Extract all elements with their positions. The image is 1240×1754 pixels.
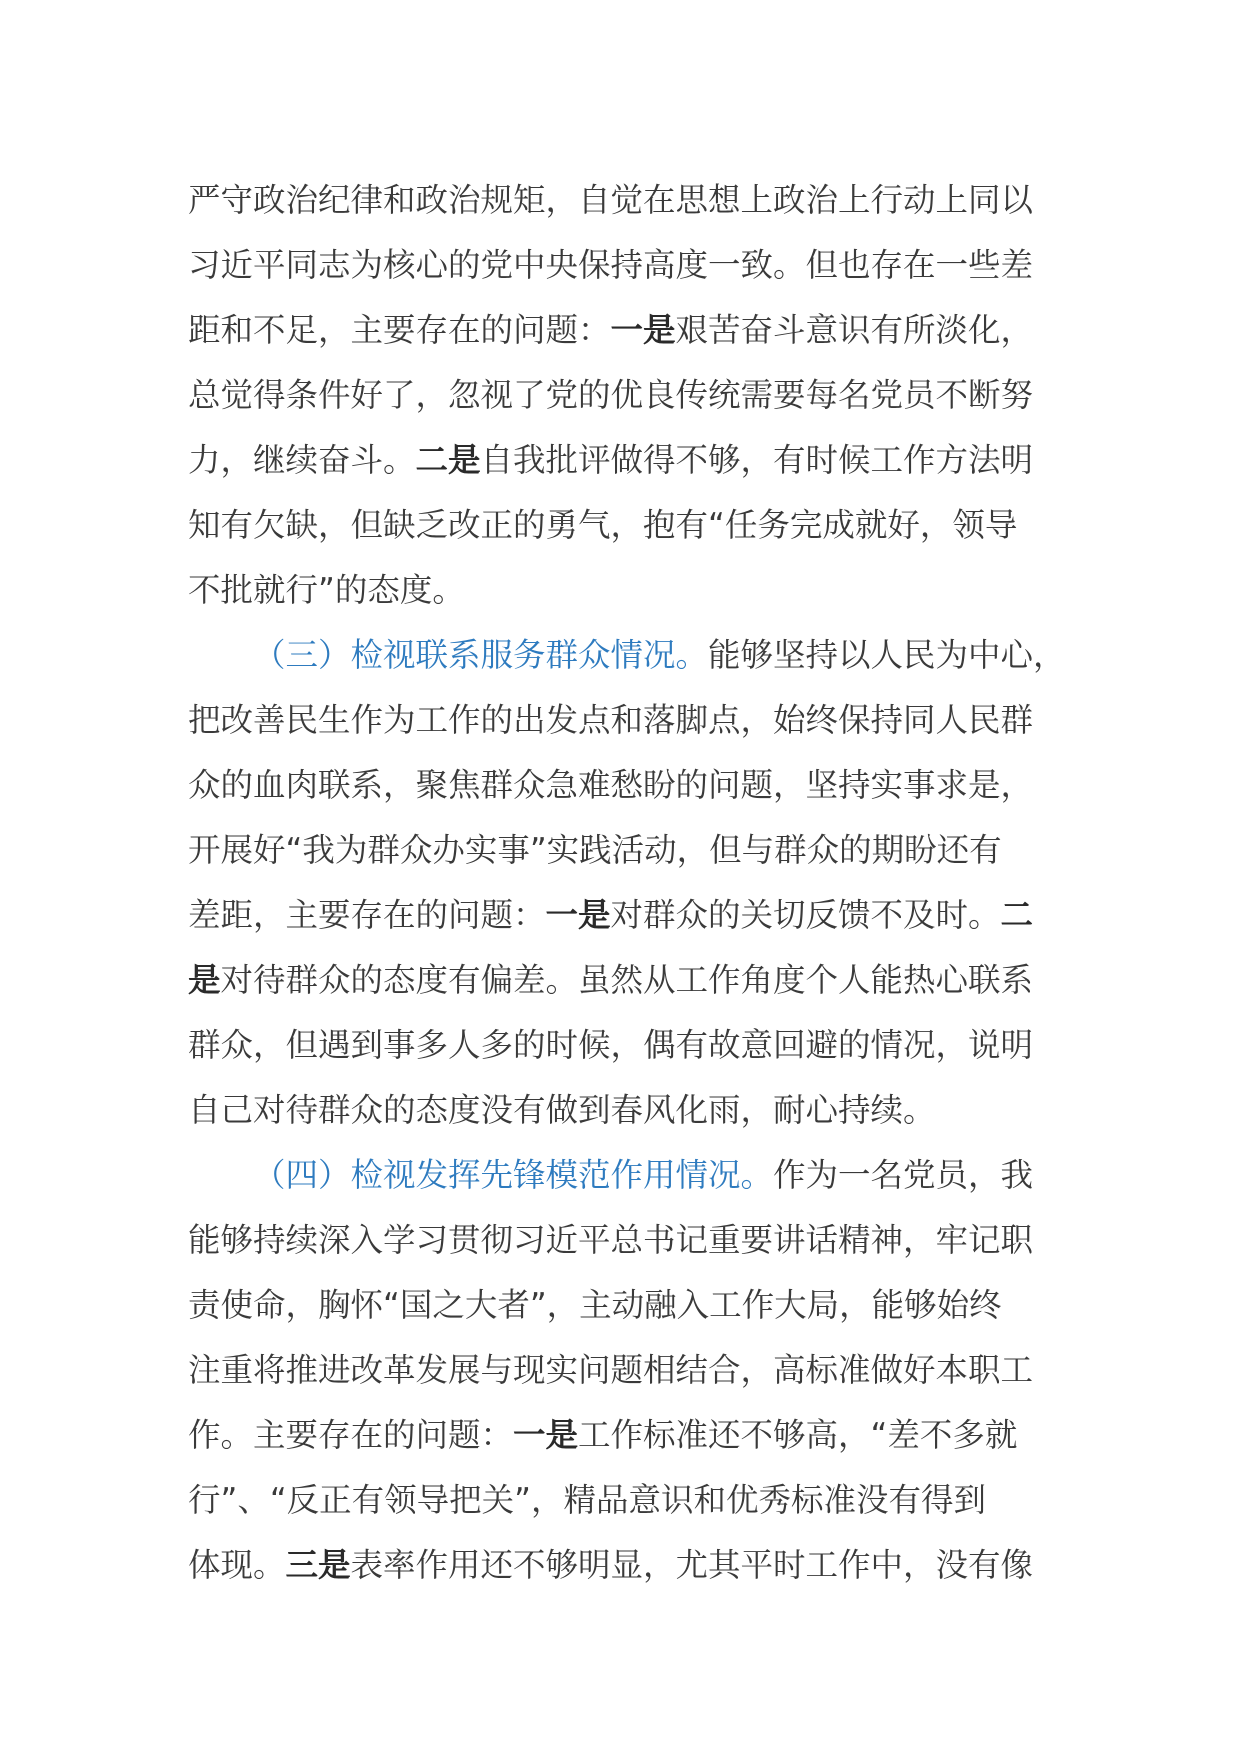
body-text: 对待群众的态度有偏差。虽然从工作角度个人能热心联系	[220, 961, 1034, 999]
text-line	[188, 948, 1068, 1013]
body-text: 把改善民生作为工作的出发点和落脚点，始终保持同人民群	[188, 701, 1034, 739]
body-text: 知有欠缺，但缺乏改正的勇气，抱有“任务完成就好，领导	[188, 506, 1018, 544]
body-text: 责使命，胸怀“国之大者”，主动融入工作大局，能够始终	[188, 1286, 1002, 1324]
text-line	[188, 818, 1068, 883]
section-heading: （四）检视发挥先锋模范作用情况。	[253, 1156, 774, 1194]
text-line	[188, 1338, 1068, 1403]
body-text: 众的血肉联系，聚焦群众急难愁盼的问题，坚持实事求是，	[188, 766, 1034, 804]
body-text: 作为一名党员，我	[773, 1156, 1034, 1194]
text-line	[188, 233, 1068, 298]
text-line	[188, 1013, 1068, 1078]
body-text: 严守政治纪律和政治规矩，自觉在思想上政治上行动上同以	[188, 181, 1034, 219]
body-text: 表率作用还不够明显，尤其平时工作中，没有像	[350, 1546, 1034, 1584]
text-line	[188, 753, 1068, 818]
text-line	[188, 1078, 1068, 1143]
enumeration-marker: 一是	[545, 896, 611, 934]
text-line	[188, 428, 1068, 493]
text-line	[188, 688, 1068, 753]
document-body	[188, 168, 1068, 1598]
text-line	[188, 1208, 1068, 1273]
enumeration-marker: 二是	[415, 441, 481, 479]
enumeration-marker: 二	[1000, 896, 1034, 934]
body-text: 能够坚持以人民为中心，	[708, 636, 1066, 674]
text-line	[188, 1403, 1068, 1468]
body-text: 艰苦奋斗意识有所淡化，	[675, 311, 1034, 349]
enumeration-marker: 一是	[610, 311, 676, 349]
text-line	[188, 493, 1068, 558]
body-text: 行”、“反正有领导把关”，精品意识和优秀标准没有得到	[188, 1481, 987, 1519]
body-text: 群众，但遇到事多人多的时候，偶有故意回避的情况，说明	[188, 1026, 1034, 1064]
text-line	[188, 883, 1068, 948]
text-line	[188, 363, 1068, 428]
body-text: 力，继续奋斗。	[188, 441, 416, 479]
text-line	[188, 168, 1068, 233]
body-text: 总觉得条件好了，忽视了党的优良传统需要每名党员不断努	[188, 376, 1034, 414]
body-text: 对群众的关切反馈不及时。	[610, 896, 1001, 934]
enumeration-marker: 三是	[285, 1546, 351, 1584]
text-line	[188, 1468, 1068, 1533]
body-text: 不批就行”的态度。	[188, 571, 465, 609]
body-text: 开展好“我为群众办实事”实践活动，但与群众的期盼还有	[188, 831, 1002, 869]
text-line	[188, 298, 1068, 363]
body-text: 注重将推进改革发展与现实问题相结合，高标准做好本职工	[188, 1351, 1034, 1389]
body-text: 工作标准还不够高，“差不多就	[578, 1416, 1018, 1454]
body-text: 差距，主要存在的问题：	[188, 896, 546, 934]
section-heading: （三）检视联系服务群众情况。	[253, 636, 709, 674]
body-text: 习近平同志为核心的党中央保持高度一致。但也存在一些差	[188, 246, 1034, 284]
enumeration-marker: 一是	[513, 1416, 579, 1454]
enumeration-marker: 是	[188, 961, 221, 999]
text-line	[188, 1273, 1068, 1338]
body-text: 作。主要存在的问题：	[188, 1416, 514, 1454]
section-heading-line	[188, 1143, 1068, 1208]
body-text: 能够持续深入学习贯彻习近平总书记重要讲话精神，牢记职	[188, 1221, 1034, 1259]
section-heading-line	[188, 623, 1068, 688]
text-line	[188, 558, 1068, 623]
body-text: 自己对待群众的态度没有做到春风化雨，耐心持续。	[188, 1091, 936, 1129]
body-text: 体现。	[188, 1546, 286, 1584]
body-text: 距和不足，主要存在的问题：	[188, 311, 611, 349]
text-line	[188, 1533, 1068, 1598]
body-text: 自我批评做得不够，有时候工作方法明	[480, 441, 1034, 479]
